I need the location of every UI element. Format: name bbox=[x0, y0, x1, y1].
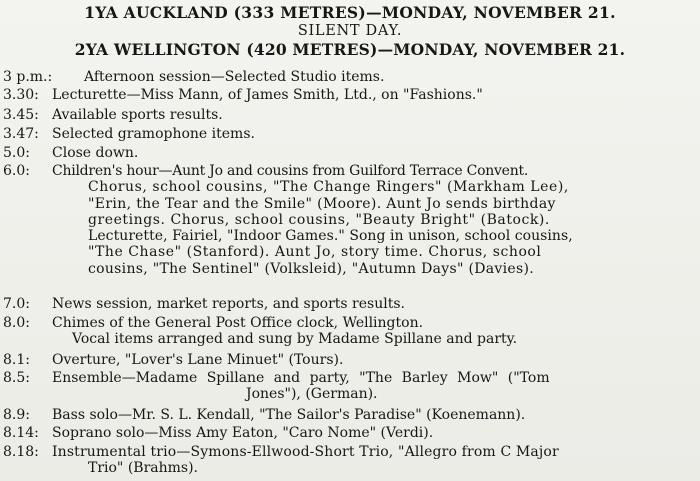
entry-time: 8.1: bbox=[3, 352, 30, 368]
entry-time: 3.47: bbox=[3, 126, 39, 142]
entry-line: Overture, "Lover's Lane Minuet" (Tours). bbox=[52, 352, 344, 368]
entry-line: Bass solo—Mr. S. L. Kendall, "The Sailor's Paradise" (Koenemann). bbox=[52, 407, 526, 423]
entry-time: 3.30: bbox=[3, 87, 39, 103]
silent-day-heading: SILENT DAY. bbox=[297, 23, 403, 39]
wellington-heading: 2YA WELLINGTON (420 METRES)—MONDAY, NOVEMBER 21. bbox=[74, 40, 626, 59]
entry-line: Lecturette—Miss Mann, of James Smith, Ltd., on "Fashions." bbox=[52, 87, 483, 103]
entry-line: Chorus, school cousins, "The Change Ringers" (Markham Lee), bbox=[88, 179, 569, 196]
entry-time: 3 p.m.: bbox=[3, 69, 53, 85]
entry-text bbox=[52, 352, 697, 368]
entry-text bbox=[52, 145, 697, 161]
entry-line: News session, market reports, and sports results. bbox=[52, 296, 405, 312]
entry-line: cousins, "The Sentinel" (Volksleid), "Autumn Days" (Davies). bbox=[88, 260, 534, 277]
entry-line: "Erin, the Tear and the Smile" (Moore). Aunt Jo sends birthday bbox=[88, 195, 556, 212]
entry-time: 8.5: bbox=[3, 370, 30, 386]
entry-time: 8.9: bbox=[3, 407, 30, 423]
entry-line: Available sports results. bbox=[52, 107, 223, 123]
entry-line: Instrumental trio—Symons-Ellwood-Short Trio, "Allegro from C Major bbox=[52, 444, 559, 460]
entry-line: Jones"), (German). bbox=[246, 386, 378, 403]
entry-line: Soprano solo—Miss Amy Eaton, "Caro Nome" (Verdi). bbox=[52, 425, 434, 441]
entry-text bbox=[52, 444, 697, 477]
entry-time: 8.14: bbox=[3, 425, 39, 441]
auckland-heading: 1YA AUCKLAND (333 METRES)—MONDAY, NOVEMBER 21. bbox=[84, 3, 616, 22]
entry-text bbox=[84, 69, 696, 85]
entry-time: 8.0: bbox=[3, 315, 30, 331]
entry-text bbox=[52, 163, 697, 277]
entry-line: Vocal items arranged and sung by Madame Spillane and party. bbox=[72, 331, 518, 348]
entry-time: 3.45: bbox=[3, 107, 39, 123]
entry-text bbox=[52, 296, 697, 312]
entry-text bbox=[52, 315, 697, 348]
entry-text bbox=[52, 407, 697, 423]
entry-line: Chimes of the General Post Office clock, Wellington. bbox=[52, 315, 424, 331]
entry-text bbox=[52, 87, 697, 103]
entry-line: greetings. Chorus, school cousins, "Beauty Bright" (Batock). bbox=[88, 211, 550, 228]
entry-time: 6.0: bbox=[3, 163, 30, 179]
entry-line: Close down. bbox=[52, 145, 139, 161]
entry-line: Selected gramophone items. bbox=[52, 126, 255, 142]
entry-text bbox=[52, 370, 697, 403]
entry-time: 8.18: bbox=[3, 444, 39, 460]
entry-line: Ensemble—Madame Spillane and party, "The Barley Mow" ("Tom bbox=[52, 370, 550, 386]
entry-text bbox=[52, 107, 697, 123]
entry-line: Afternoon session—Selected Studio items. bbox=[84, 69, 385, 85]
entry-line: Children's hour—Aunt Jo and cousins from Guilford Terrace Convent. bbox=[52, 163, 529, 179]
entry-line: "The Chase" (Stanford). Aunt Jo, story time. Chorus, school bbox=[88, 244, 542, 261]
entry-line: Lecturette, Fairiel, "Indoor Games." Song in unison, school cousins, bbox=[88, 228, 573, 245]
entry-time: 7.0: bbox=[3, 296, 30, 312]
entry-text bbox=[52, 425, 697, 441]
entry-text bbox=[52, 126, 697, 142]
entry-time: 5.0: bbox=[3, 145, 30, 161]
entry-line: Trio" (Brahms). bbox=[88, 460, 199, 477]
